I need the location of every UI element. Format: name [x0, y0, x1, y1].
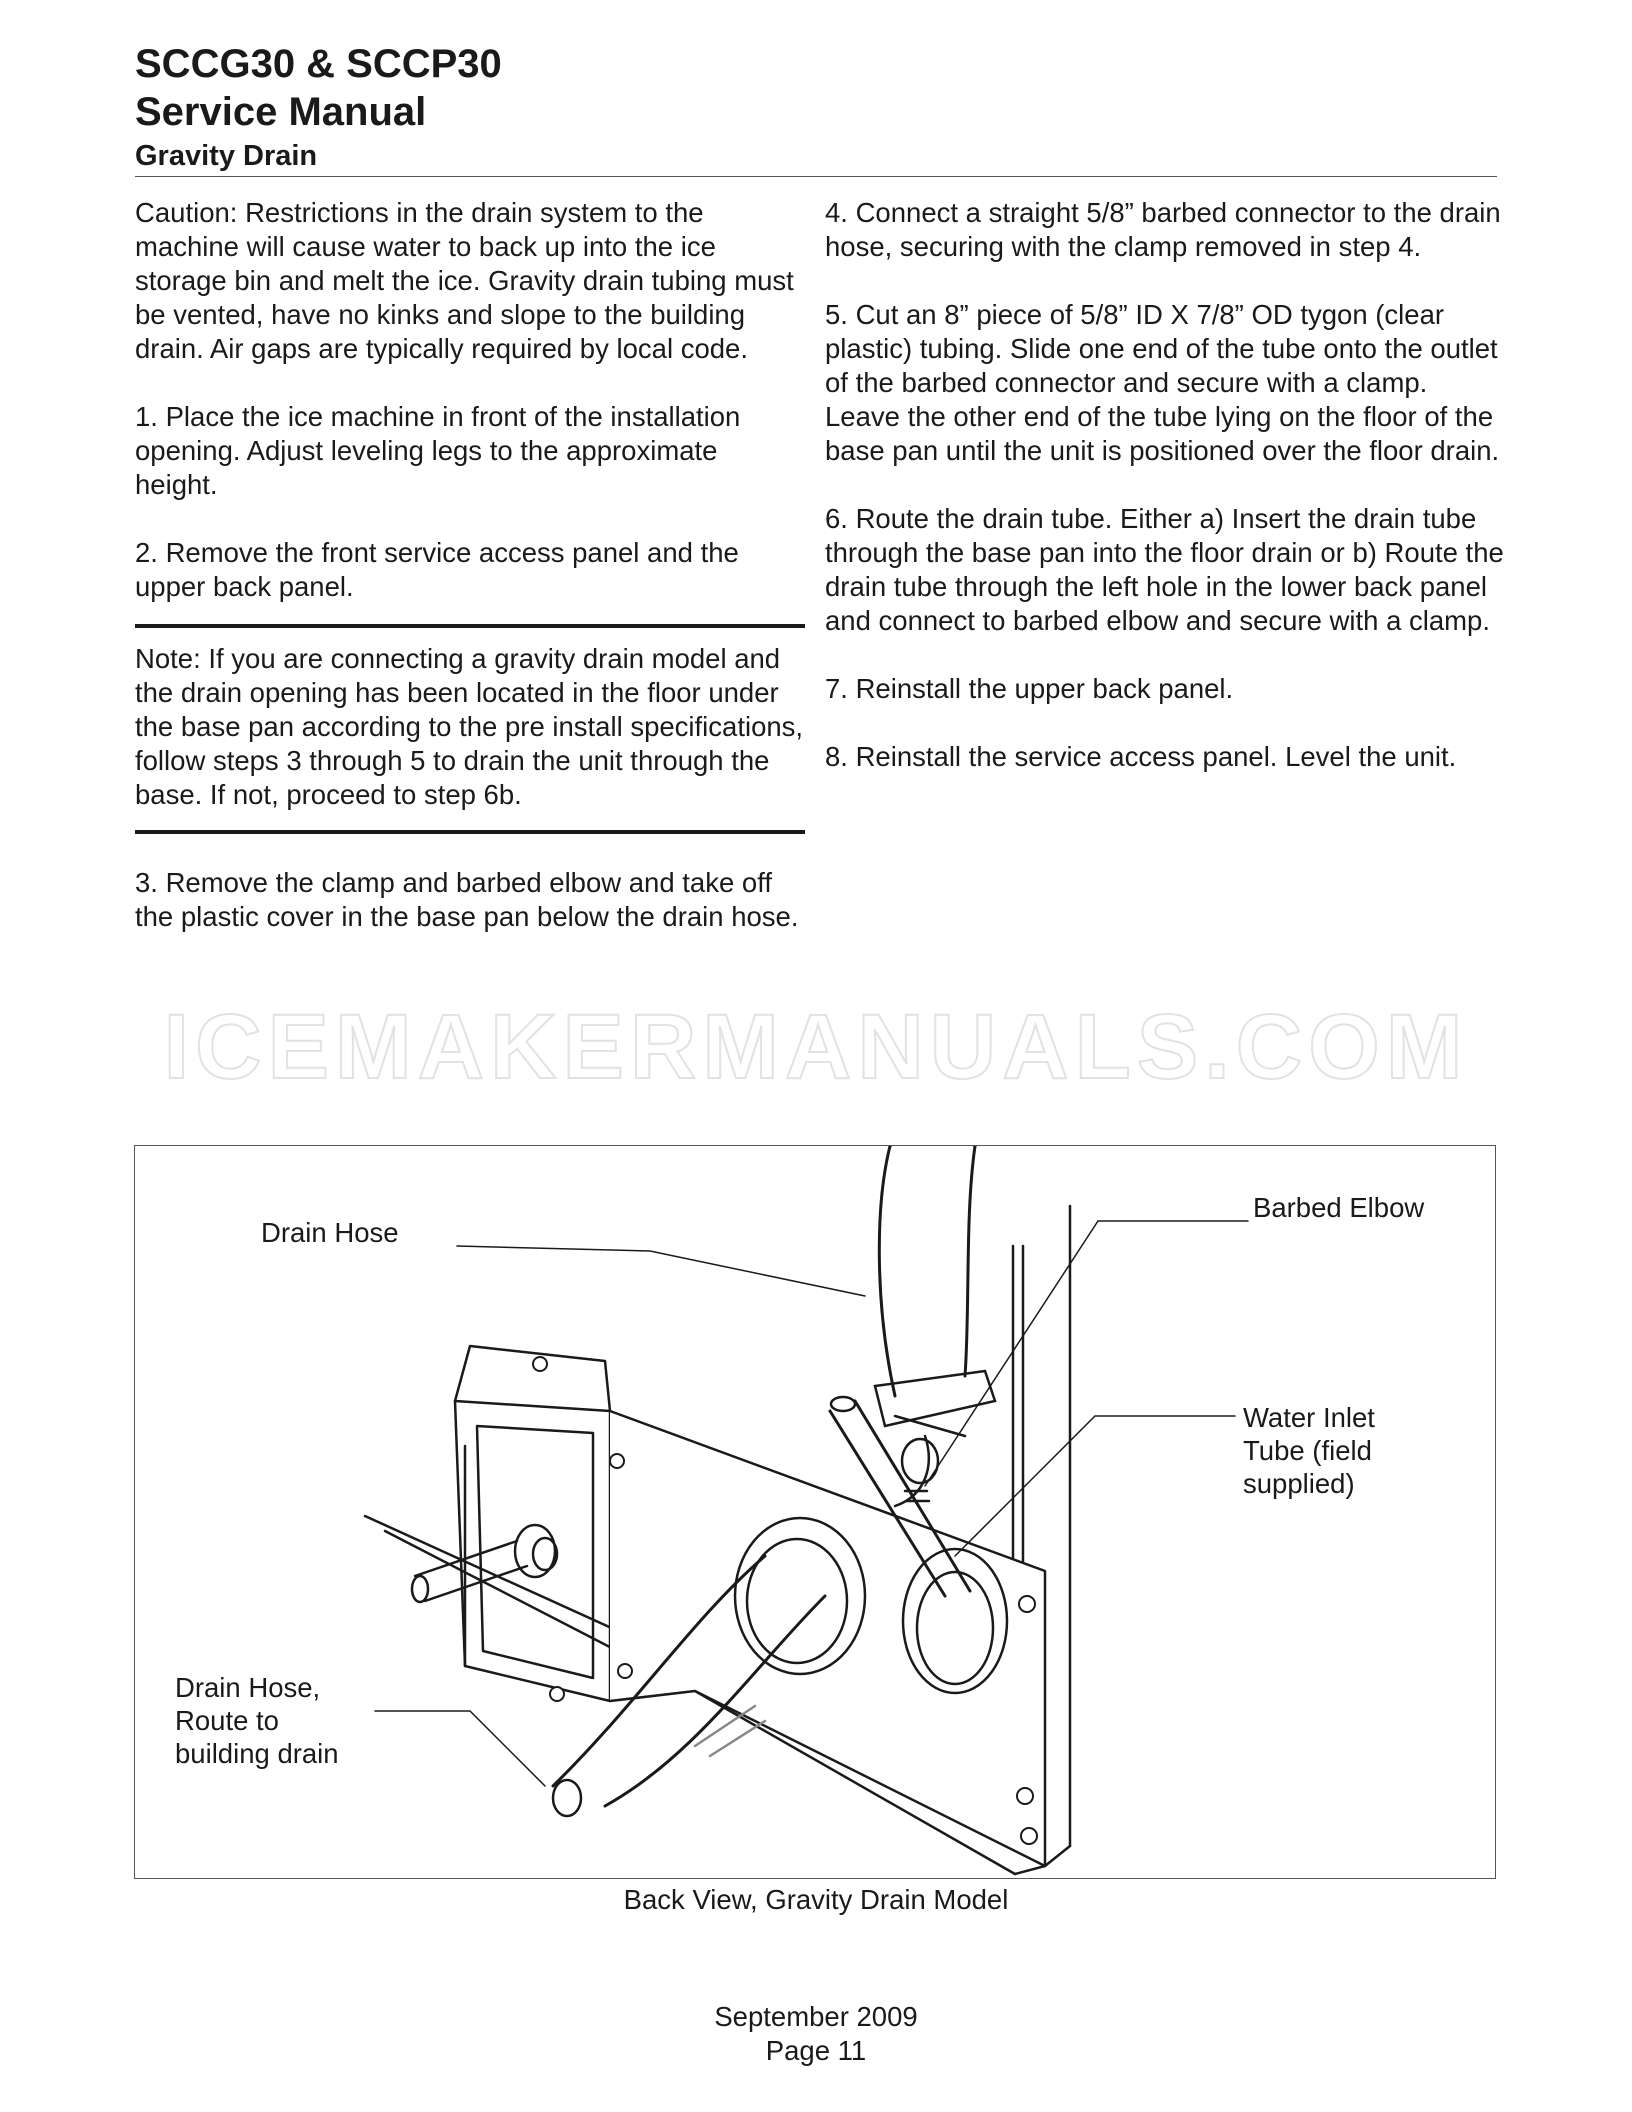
label-drain-hose-route — [175, 1671, 339, 1770]
label-drain-route-line1: Drain Hose, — [175, 1672, 321, 1703]
footer-date: September 2009 — [714, 2001, 918, 2032]
step-4: 4. Connect a straight 5/8” barbed connector to the drain hose, securing with the clamp removed in step 4. — [825, 197, 1501, 262]
footer-page-number: Page 11 — [765, 2035, 867, 2066]
right-column — [825, 196, 1505, 808]
left-column — [135, 196, 805, 968]
drain-illustration — [135, 1146, 1495, 1878]
label-drain-route-line2: Route to — [175, 1705, 279, 1736]
manual-title — [135, 40, 502, 136]
label-barbed-elbow: Barbed Elbow — [1253, 1192, 1425, 1223]
watermark: ICEMAKERMANUALS.COM — [163, 996, 1469, 1098]
note-text: Note: If you are connecting a gravity drain model and the drain opening has been located in the floor under the base pan according to the pre install specifications, follow steps 3 through 5 to drain the unit through the base. If not, proceed to step 6b. — [135, 643, 804, 810]
title-line-manual: Service Manual — [135, 90, 427, 134]
section-heading: Gravity Drain — [135, 140, 318, 172]
drain-diagram — [134, 1145, 1496, 1879]
label-water-inlet-tube — [1243, 1401, 1375, 1500]
step-8: 8. Reinstall the service access panel. Level the unit. — [825, 741, 1457, 772]
label-water-inlet-line3: supplied) — [1243, 1468, 1355, 1499]
step-2: 2. Remove the front service access panel and the upper back panel. — [135, 537, 739, 602]
step-5: 5. Cut an 8” piece of 5/8” ID X 7/8” OD tygon (clear plastic) tubing. Slide one end of the tube onto the outlet of the barbed connector and secure with a clamp. Leave the other end of the tube lying on the floor of the base pan until the unit is positioned over the floor drain. — [825, 299, 1500, 466]
label-drain-route-line3: building drain — [175, 1738, 339, 1769]
header-rule — [135, 176, 1497, 177]
label-water-inlet-line2: Tube (field — [1243, 1435, 1372, 1466]
step-7: 7. Reinstall the upper back panel. — [825, 673, 1234, 704]
label-water-inlet-line1: Water Inlet — [1243, 1402, 1375, 1433]
figure-caption: Back View, Gravity Drain Model — [623, 1884, 1009, 1915]
label-drain-hose: Drain Hose — [261, 1217, 399, 1248]
step-1: 1. Place the ice machine in front of the installation opening. Adjust leveling legs to the approximate height. — [135, 401, 741, 500]
step-3: 3. Remove the clamp and barbed elbow and take off the plastic cover in the base pan below the drain hose. — [135, 867, 799, 932]
title-line-model: SCCG30 & SCCP30 — [135, 42, 502, 86]
step-6: 6. Route the drain tube. Either a) Insert the drain tube through the base pan into the floor drain or b) Route the drain tube through the left hole in the lower back panel and connect to barbed elbow and secure with a clamp. — [825, 503, 1504, 636]
caution-paragraph: Caution: Restrictions in the drain system to the machine will cause water to back up into the ice storage bin and melt the ice. Gravity drain tubing must be vented, have no kinks and slope to the building drain. Air gaps are typically required by local code. — [135, 197, 794, 364]
note-box — [135, 624, 805, 834]
